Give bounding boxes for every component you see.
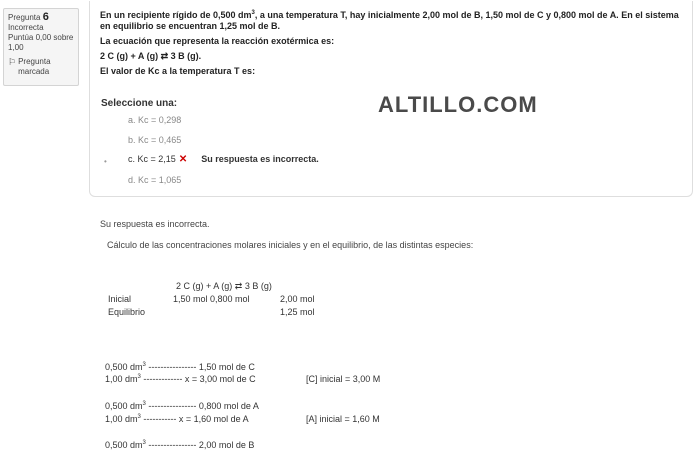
result-a: [A] inicial = 1,60 M: [306, 414, 380, 424]
row-eq-b: 1,25 mol: [280, 307, 315, 317]
watermark: ALTILLO.COM: [378, 92, 538, 117]
row-eq-label: Equilibrio: [108, 307, 146, 317]
question-number: [8, 12, 74, 23]
question-reaction-intro: La ecuación que representa la reacción exotérmica es:: [100, 36, 335, 46]
flag-question-toggle[interactable]: [8, 57, 74, 77]
question-text: [100, 10, 690, 81]
option-c[interactable]: c. Kc = 2,15 ✕ Su respuesta es incorrecta.: [128, 154, 319, 165]
calc-a-line2: 1,00 $dm^3$ ----------- x = 1,60 mol de A: [105, 414, 249, 424]
question-score: Puntúa 0,00 sobre 1,00: [8, 33, 74, 52]
flag-icon: ⚐: [8, 57, 17, 67]
calc-c-line1: 0,500 $dm^3$ ---------------- 1,50 mol de C: [105, 362, 255, 372]
result-c: [C] inicial = 3,00 M: [306, 374, 381, 384]
row-initial-values: 1,50 mol 0,800 mol: [173, 294, 250, 304]
calc-c-line2: 1,00 $dm^3$ ------------- x = 3,00 mol de C: [105, 374, 256, 384]
row-initial-label: Inicial: [108, 294, 132, 304]
question-statement: En un recipiente rígido de 0,500 $dm^3$, a una temperatura T, hay inicialmente 2,00 mol de B, 1,50 mol de C y 0,800 mol de A. En el sistema en equilibrio se encuentran 1,25 mol de B.: [100, 10, 679, 31]
selected-marker: •: [104, 157, 107, 166]
option-d[interactable]: d. Kc = 1,065: [128, 175, 182, 185]
explanation-title: Su respuesta es incorrecta.: [100, 219, 210, 229]
answer-feedback: Su respuesta es incorrecta.: [201, 154, 319, 164]
option-b[interactable]: b. Kc = 0,465: [128, 135, 182, 145]
explanation-intro: Cálculo de las concentraciones molares iniciales y en el equilibrio, de las distintas especies:: [107, 240, 474, 250]
flag-label: Pregunta marcada: [18, 57, 51, 76]
x-icon: ✕: [178, 154, 188, 165]
reaction-equation: 2 C (g) + A (g) ⇄ 3 B (g): [176, 281, 272, 291]
question-info-panel: [3, 8, 79, 86]
row-initial-b: 2,00 mol: [280, 294, 315, 304]
question-ask: El valor de Kc a la temperatura T es:: [100, 66, 256, 76]
option-a[interactable]: a. Kc = 0,298: [128, 115, 182, 125]
question-status: Incorrecta: [8, 23, 44, 32]
calc-a-line1: 0,500 $dm^3$ ---------------- 0,800 mol de A: [105, 401, 259, 411]
question-number-value: 6: [42, 11, 49, 23]
calc-b-line1: 0,500 $dm^3$ ---------------- 2,00 mol de B: [105, 440, 255, 450]
question-reaction: 2 C (g) + A (g) ⇄ 3 B (g).: [100, 51, 202, 61]
select-prompt: Seleccione una:: [101, 98, 178, 109]
question-label: Pregunta: [8, 13, 41, 22]
